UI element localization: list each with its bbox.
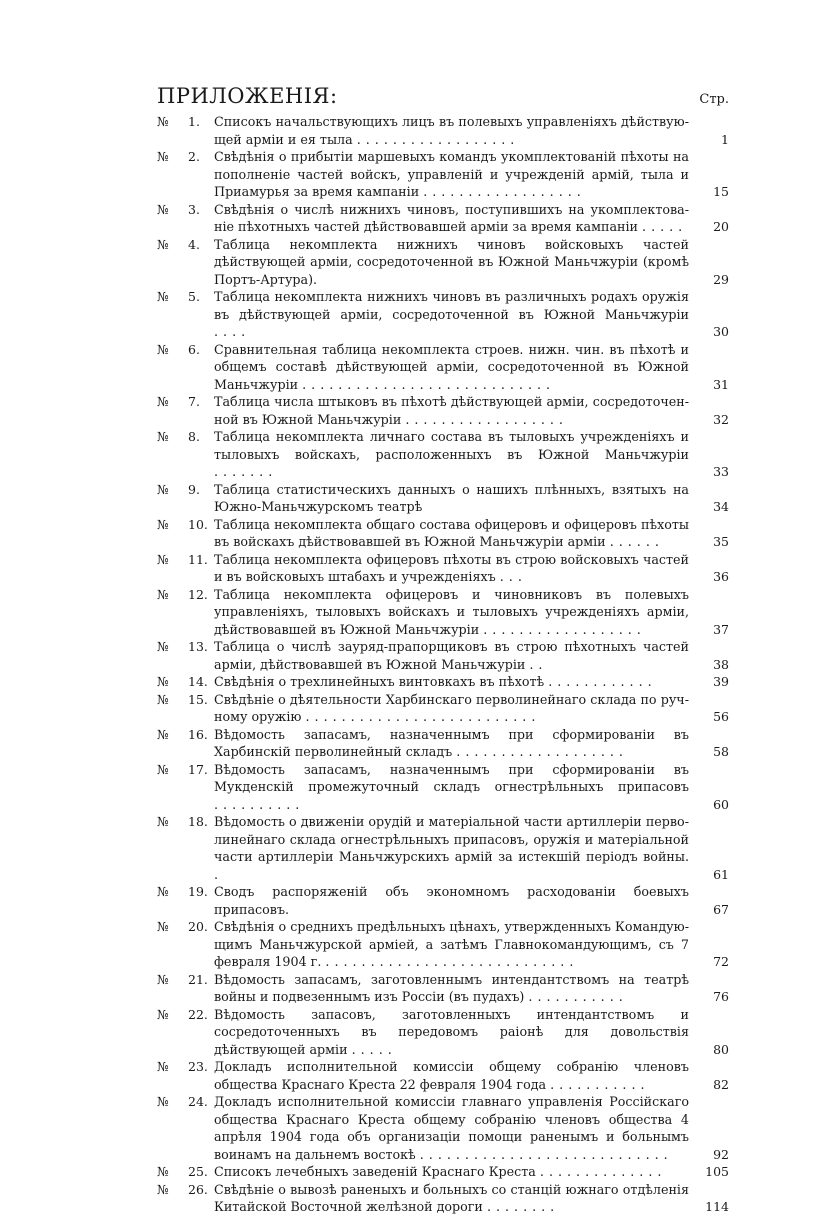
entry-number (157, 1181, 214, 1199)
dot-leader: ...... (609, 534, 664, 549)
number-sign: № (157, 674, 169, 689)
entry-number (157, 393, 214, 411)
entry-page-number: 61 (713, 866, 729, 882)
toc-entry (157, 516, 729, 551)
entry-title (214, 638, 689, 673)
entry-title (214, 1093, 689, 1163)
dot-leader: .................. (483, 621, 646, 637)
toc-entry (157, 691, 729, 726)
dot-leader: .................. (405, 411, 568, 427)
number-sign: № (157, 114, 169, 129)
entry-title (214, 1058, 689, 1093)
toc-entry (157, 1058, 729, 1093)
entry-title-text: Таблица некомплекта офицеровъ пѣхоты въ строю войсковыхъ частей и въ войсковыхъ штабахъ и учрежденіяхъ (214, 551, 689, 584)
toc-entry (157, 673, 729, 691)
dot-leader: ..... (351, 1041, 397, 1057)
dot-leader: ............................ (325, 954, 579, 969)
entry-title (214, 673, 689, 691)
entry-title-text: Списокъ лечебныхъ заведеній Краснаго Креста (214, 1164, 536, 1179)
toc-entry (157, 288, 729, 341)
entry-number (157, 201, 214, 219)
number-sign: № (157, 1059, 169, 1074)
entry-title (214, 1181, 689, 1216)
entry-number (157, 971, 214, 989)
entry-number (157, 148, 214, 166)
dot-leader: .................. (423, 184, 586, 199)
entry-title (214, 918, 689, 971)
number-sign: № (157, 586, 169, 602)
number-sign: № (157, 639, 169, 654)
entry-page-number: 39 (713, 674, 729, 689)
entry-number-value: 16. (188, 726, 208, 742)
entry-number-value: 21. (188, 971, 208, 987)
entry-title-text: Свѣдѣнія о среднихъ предѣльныхъ цѣнахъ, утвержденныхъ Командующимъ Маньчжурской арміей, а затѣмъ Главнокомандующимъ, съ 7 февраля 1904 г. (214, 919, 689, 969)
dot-leader: . (214, 866, 224, 882)
entry-title-text: Докладъ исполнительной комиссіи общему собранію членовъ общества Краснаго Креста 22 февраля 1904 года (214, 1059, 689, 1092)
page-column-label: Стр. (699, 92, 729, 107)
entry-page-number: 72 (713, 954, 729, 969)
toc-entry (157, 1181, 729, 1216)
entry-number-value: 13. (188, 639, 208, 654)
number-sign: № (157, 919, 169, 934)
toc-entry (157, 551, 729, 586)
entry-title-text: Вѣдомость запасамъ, заготовленнымъ интендантствомъ на театрѣ войны и подвезеннымъ изъ Россіи (въ пудахъ) (214, 971, 689, 1004)
number-sign: № (157, 1164, 169, 1179)
entry-number (157, 1163, 214, 1181)
dot-leader: ........... (550, 1076, 650, 1092)
entry-title-text: Свѣдѣніе о дѣятельности Харбинскаго перволинейнаго склада по ручному оружію (214, 691, 689, 724)
number-sign: № (157, 481, 169, 497)
toc-entry (157, 761, 729, 814)
dot-leader: ................... (456, 744, 628, 759)
entry-title-text: Таблица числа штыковъ въ пѣхотѣ дѣйствующей арміи, сосредоточенной въ Южной Маньчжуріи (214, 394, 689, 427)
dot-leader: ... (499, 569, 527, 584)
entry-number (157, 586, 214, 604)
toc-entry (157, 1163, 729, 1181)
entry-title (214, 761, 689, 814)
toc-entry (157, 1093, 729, 1163)
entry-page-number: 20 (713, 219, 729, 234)
dot-leader: .. (529, 656, 548, 672)
entry-title-text: Таблица некомплекта нижнихъ чиновъ войсковыхъ частей дѣйствующей арміи, сосредоточенной въ Южной Маньчжуріи (кромѣ Портъ-Артура). (214, 236, 689, 287)
entry-number (157, 638, 214, 656)
entry-page-number: 29 (713, 271, 729, 287)
dot-leader: ............ (548, 674, 657, 689)
entry-number-value: 11. (188, 551, 208, 567)
entry-title (214, 516, 689, 551)
entry-number-value: 10. (188, 516, 208, 532)
number-sign: № (157, 814, 169, 829)
entry-title (214, 236, 689, 289)
dot-leader: ............................ (302, 376, 556, 392)
entry-title-text: Свѣдѣніе о вывозѣ раненыхъ и больныхъ со станцій южнаго отдѣленія Китайской Восточной желѣзной дороги (214, 1181, 689, 1214)
dot-leader: ............................ (419, 1146, 673, 1162)
entry-number (157, 1093, 214, 1111)
number-sign: № (157, 516, 169, 532)
entry-title (214, 201, 689, 236)
entry-title (214, 288, 689, 341)
entry-number (157, 1006, 214, 1024)
entry-page-number: 37 (713, 621, 729, 637)
entry-page-number: 58 (713, 744, 729, 759)
entry-number (157, 1058, 214, 1076)
entry-number (157, 428, 214, 446)
number-sign: № (157, 1181, 169, 1197)
entry-number-value: 25. (188, 1164, 208, 1179)
toc-entry (157, 883, 729, 918)
dot-leader: .......... (214, 796, 305, 812)
entry-title-text: Свѣдѣнія о прибытіи маршевыхъ командъ укомплектованій пѣхоты на пополненіе частей войскъ, управленій и учрежденій армій, тыла и Приамурья за время кампаніи (214, 149, 689, 199)
number-sign: № (157, 1006, 169, 1022)
entry-title-text: Списокъ начальствующихъ лицъ въ полевыхъ управленіяхъ дѣйствующей арміи и ея тыла (214, 114, 689, 147)
number-sign: № (157, 201, 169, 217)
entry-page-number: 67 (713, 901, 729, 917)
entry-page-number: 1 (721, 131, 729, 147)
entry-number (157, 883, 214, 901)
toc-entry (157, 586, 729, 639)
entry-number-value: 3. (188, 201, 200, 217)
entry-title-text: Докладъ исполнительной комиссіи главнаго управленія Россійскаго общества Краснаго Креста общему собранію членовъ общества 4 апрѣля 1904 года объ организаціи помощи раненымъ и больнымъ воинамъ на дальнемъ востокѣ (214, 1094, 689, 1162)
entry-title (214, 393, 689, 428)
toc-entry (157, 113, 729, 148)
entry-page-number: 38 (713, 656, 729, 672)
entry-number (157, 288, 214, 306)
number-sign: № (157, 1094, 169, 1109)
entry-title-text: Таблица некомплекта офицеровъ и чиновниковъ въ полевыхъ управленіяхъ, тыловыхъ войскахъ и тыловыхъ учрежденіяхъ арміи, дѣйствовавшей въ Южной Маньчжуріи (214, 586, 689, 637)
entry-number-value: 26. (188, 1181, 208, 1197)
entry-title-text: Таблица некомплекта нижнихъ чиновъ въ различныхъ родахъ оружія въ дѣйствующей арміи, сосредоточенной въ Южной Маньчжуріи (214, 289, 689, 322)
entry-number (157, 691, 214, 709)
number-sign: № (157, 289, 169, 304)
number-sign: № (157, 149, 169, 164)
entry-title-text: Сводъ распоряженій объ экономномъ расходованіи боевыхъ припасовъ. (214, 884, 689, 917)
entry-page-number: 56 (713, 709, 729, 724)
number-sign: № (157, 341, 169, 357)
entry-number-value: 20. (188, 919, 208, 934)
toc-entry (157, 638, 729, 673)
entry-title-text: Вѣдомость запасамъ, назначеннымъ при сформированіи въ Мукденскій промежуточный складъ огнестрѣльныхъ припасовъ (214, 761, 689, 794)
toc-entry (157, 428, 729, 481)
entry-page-number: 32 (713, 411, 729, 427)
entry-page-number: 31 (713, 376, 729, 392)
number-sign: № (157, 394, 169, 409)
entry-number-value: 6. (188, 341, 200, 357)
entry-number-value: 18. (188, 814, 208, 829)
entry-number-value: 8. (188, 429, 200, 444)
entry-page-number: 33 (713, 464, 729, 479)
dot-leader: ..... (642, 219, 688, 234)
entry-title (214, 341, 689, 394)
entry-title-text: Таблица о числѣ зауряд-прапорщиковъ въ строю пѣхотныхъ частей арміи, дѣйствовавшей въ Южной Маньчжуріи (214, 639, 689, 672)
number-sign: № (157, 429, 169, 444)
toc-entry (157, 201, 729, 236)
entry-number-value: 9. (188, 481, 200, 497)
entry-title-text: Вѣдомость запасамъ, назначеннымъ при сформированіи въ Харбинскій перволинейный складъ (214, 726, 689, 759)
entry-page-number: 82 (713, 1076, 729, 1092)
entry-title-text: Свѣдѣнія о трехлинейныхъ винтовкахъ въ пѣхотѣ (214, 674, 545, 689)
toc-entry (157, 393, 729, 428)
entry-page-number: 36 (713, 569, 729, 584)
dot-leader: .................. (356, 131, 520, 147)
entry-number (157, 726, 214, 744)
entry-title (214, 883, 689, 918)
entry-number-value: 14. (188, 674, 208, 689)
toc-entry (157, 918, 729, 971)
entry-number (157, 673, 214, 691)
entry-title (214, 148, 689, 201)
entry-page-number: 92 (713, 1146, 729, 1162)
number-sign: № (157, 551, 169, 567)
entry-number (157, 481, 214, 499)
entry-title (214, 428, 689, 481)
dot-leader: .......................... (305, 709, 541, 724)
dot-leader: ........... (528, 989, 628, 1004)
entry-title (214, 1006, 689, 1059)
number-sign: № (157, 726, 169, 742)
entry-title (214, 1163, 689, 1181)
entry-page-number: 76 (713, 989, 729, 1004)
number-sign: № (157, 884, 169, 899)
entry-page-number: 80 (713, 1041, 729, 1057)
entry-page-number: 15 (713, 184, 729, 199)
entry-title (214, 971, 689, 1006)
entry-title (214, 691, 689, 726)
toc-header (157, 84, 729, 114)
entry-page-number: 105 (705, 1164, 729, 1179)
entry-number-value: 1. (188, 114, 200, 129)
entry-title-text: Вѣдомость о движеніи орудій и матеріальной части артиллеріи перволинейнаго склада огнестрѣльныхъ припасовъ, оружія и матеріальной части артиллеріи Маньчжурскихъ армій за истекшій періодъ войны. (214, 814, 689, 864)
entry-number (157, 341, 214, 359)
entry-number-value: 5. (188, 289, 200, 304)
entry-number-value: 7. (188, 394, 200, 409)
toc-entry (157, 1006, 729, 1059)
entry-title (214, 551, 689, 586)
entry-number-value: 4. (188, 236, 200, 252)
entry-page-number: 35 (713, 534, 729, 549)
toc-entry (157, 148, 729, 201)
entry-number (157, 918, 214, 936)
entry-title (214, 113, 689, 148)
entry-title-text: Свѣдѣнія о числѣ нижнихъ чиновъ, поступившихъ на укомплектованіе пѣхотныхъ частей дѣйствовавшей арміи за время кампаніи (214, 201, 689, 234)
toc-entry (157, 813, 729, 883)
page-title: ПРИЛОЖЕНІЯ: (157, 84, 338, 108)
entry-number-value: 23. (188, 1059, 208, 1074)
entry-title (214, 481, 689, 516)
dot-leader: .... (214, 324, 251, 339)
entry-title (214, 726, 689, 761)
entry-title (214, 586, 689, 639)
number-sign: № (157, 691, 169, 707)
entry-number-value: 19. (188, 884, 208, 899)
entry-page-number: 34 (713, 499, 729, 514)
toc-entry (157, 341, 729, 394)
dot-leader: .............. (539, 1164, 667, 1179)
entry-title-text: Сравнительная таблица некомплекта строев. нижн. чин. въ пѣхотѣ и общемъ составѣ дѣйствующей арміи, сосредоточенной въ Южной Маньчжуріи (214, 341, 689, 392)
entry-title-text: Вѣдомость запасовъ, заготовленныхъ интендантствомъ и сосредоточенныхъ въ передовомъ раіонѣ для довольствія дѣйствующей арміи (214, 1006, 689, 1057)
entry-title-text: Таблица статистическихъ данныхъ о нашихъ плѣнныхъ, взятыхъ на Южно-Маньчжурскомъ театрѣ (214, 481, 689, 514)
entry-number-value: 15. (188, 691, 208, 707)
toc-entry (157, 481, 729, 516)
number-sign: № (157, 971, 169, 987)
entry-number-value: 2. (188, 149, 200, 164)
entry-number (157, 551, 214, 569)
dot-leader: ....... (214, 464, 278, 479)
entry-number (157, 761, 214, 779)
entry-number (157, 236, 214, 254)
entry-number-value: 17. (188, 761, 208, 777)
entry-page-number: 60 (713, 796, 729, 812)
toc-entry (157, 971, 729, 1006)
entry-number-value: 24. (188, 1094, 208, 1109)
toc-entry (157, 726, 729, 761)
entry-title-text: Таблица некомплекта личнаго состава въ тыловыхъ учрежденіяхъ и тыловыхъ войскахъ, расположенныхъ въ Южной Маньчжуріи (214, 429, 689, 462)
dot-leader: ........ (486, 1199, 560, 1214)
entry-page-number: 114 (705, 1199, 729, 1214)
entry-number (157, 813, 214, 831)
entry-title (214, 813, 689, 883)
entry-number-value: 12. (188, 586, 208, 602)
table-of-contents (157, 113, 729, 1216)
entry-number-value: 22. (188, 1006, 208, 1022)
toc-entry (157, 236, 729, 289)
entry-page-number: 30 (713, 324, 729, 339)
number-sign: № (157, 236, 169, 252)
entry-number (157, 516, 214, 534)
entry-title-text: Таблица некомплекта общаго состава офицеровъ и офицеровъ пѣхоты въ войскахъ дѣйствовавшей въ Южной Маньчжуріи арміи (214, 516, 689, 549)
number-sign: № (157, 761, 169, 777)
entry-number (157, 113, 214, 131)
